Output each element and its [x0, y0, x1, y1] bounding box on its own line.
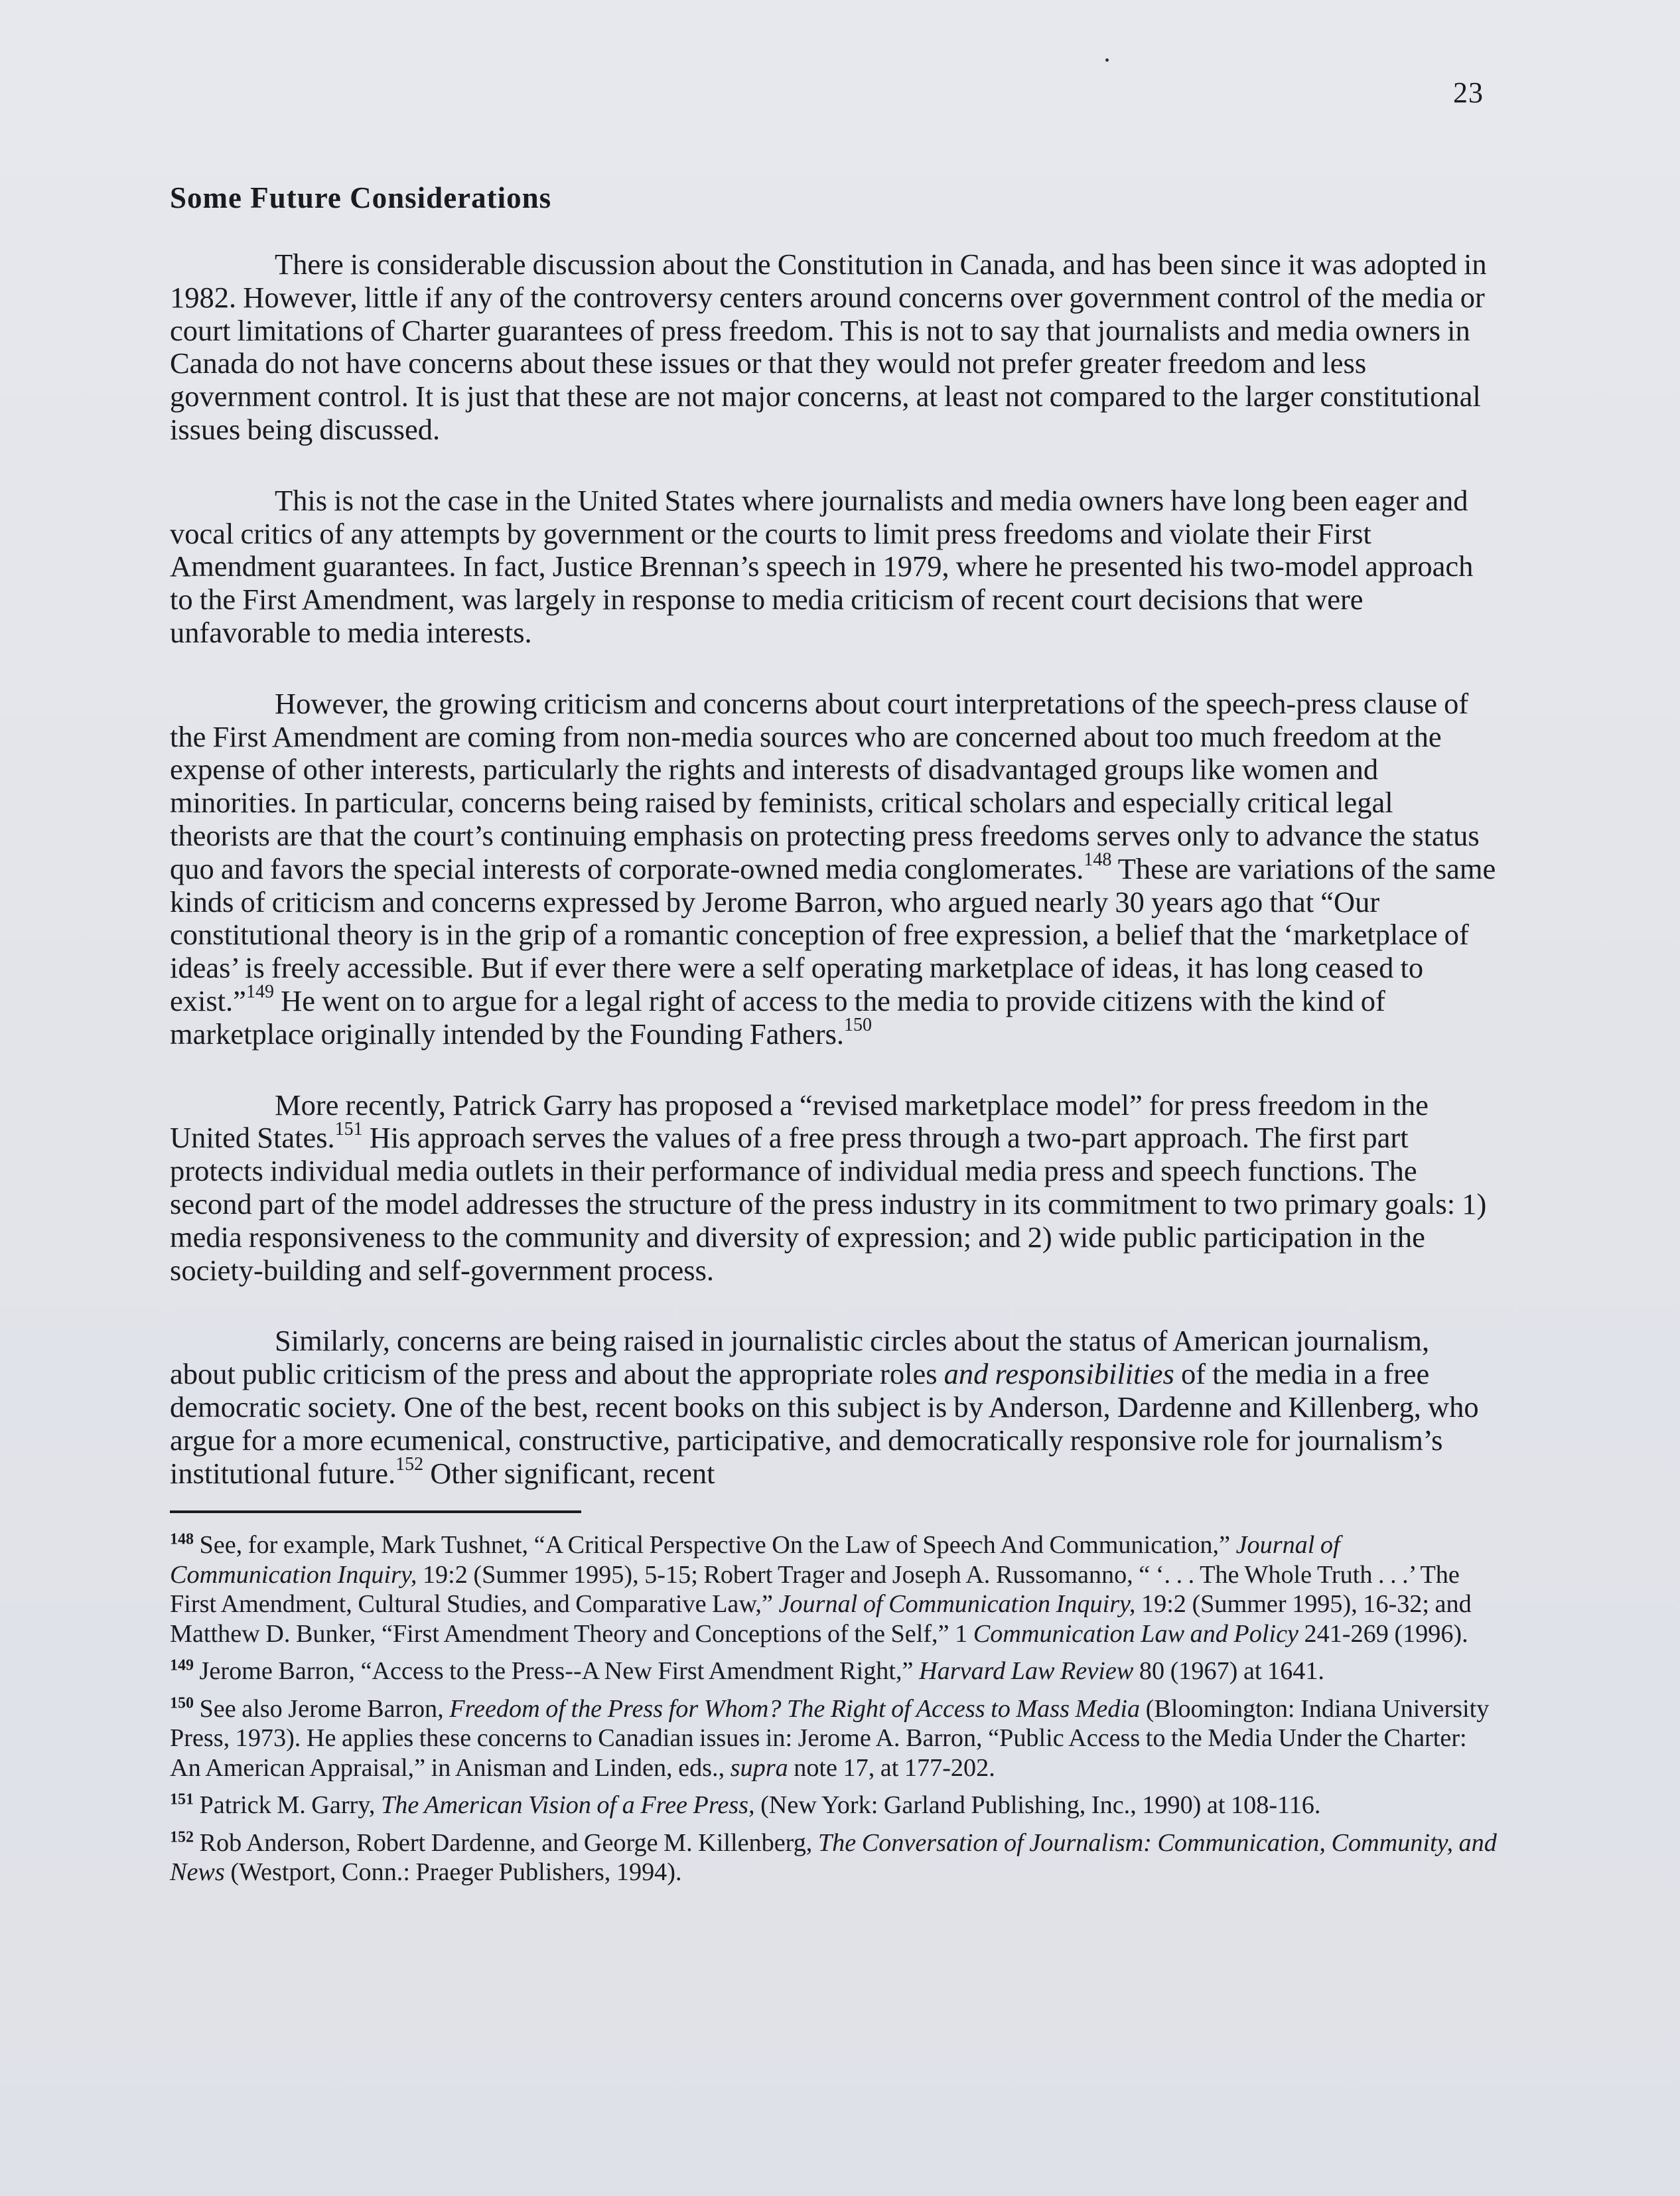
- footnote-title: Journal of Communication Inquiry,: [778, 1590, 1136, 1619]
- footnote-ref-150[interactable]: 150: [844, 1014, 873, 1035]
- footnote-divider: [170, 1510, 581, 1513]
- footnote-text: See also Jerome Barron,: [194, 1694, 450, 1723]
- paragraph-3-text-a: However, the growing criticism and concerns about court interpretations of the speech-press clause of the First Amendment are coming from non-media sources who are concerned about too much freedom at the expense of other interests, particularly the rights and interests of disadvantaged groups like women and minorities. In particular, concerns being raised by feminists, critical scholars and especially critical legal theorists are that the court’s continuing emphasis on protecting press freedoms serves only to advance the status quo and favors the special interests of corporate-owned media conglomerates.: [170, 686, 1480, 885]
- footnote-151: [170, 1791, 1497, 1820]
- footnote-number: 151: [170, 1791, 194, 1808]
- footnote-152: [170, 1828, 1497, 1887]
- paragraph-5-text-a: Similarly, concerns are being raised in journalistic circles about the status of American journalism, about public criticism of the press and about the appropriate roles: [170, 1324, 1430, 1391]
- footnote-text: (Bloomington: Indiana University Press, 1973). He applies these concerns to Canadian issues in: Jerome A. Barron, “Public Access to the Media Under the Charter: An American Appraisal,” in Anisman and Linden, eds.,: [170, 1694, 1490, 1782]
- footnote-ref-149[interactable]: 149: [245, 982, 274, 1003]
- footnote-ref-151[interactable]: 151: [334, 1118, 363, 1139]
- footnote-title: Journal of Communication Inquiry,: [170, 1531, 1340, 1589]
- footnote-text: See, for example, Mark Tushnet, “A Critical Perspective On the Law of Speech And Communication,”: [194, 1531, 1236, 1560]
- footnote-title: supra: [730, 1753, 788, 1782]
- paragraph-1-text: There is considerable discussion about the Constitution in Canada, and has been since it was adopted in 1982. However, little if any of the controversy centers around concerns over government control of the media or court limitations of Charter guarantees of press freedom. This is not to say that journalists and media owners in Canada do not have concerns about these issues or that they would not prefer greater freedom and less government control. It is just that these are not major concerns, at least not compared to the larger constitutional issues being discussed.: [170, 248, 1487, 446]
- paragraph-4-text-b: His approach serves the values of a free press through a two-part approach. The first part protects individual media outlets in their performance of individual media press and speech functions. The second part of the model addresses the structure of the press industry in its commitment to two primary goals: 1) media responsiveness to the community and diversity of expression; and 2) wide public participation in the society-building and self-government process.: [170, 1121, 1487, 1287]
- footnote-text: 241-269 (1996).: [1298, 1619, 1468, 1648]
- footnote-text: note 17, at 177-202.: [788, 1753, 995, 1782]
- paragraph-5-text-b: of the media in a free democratic society. One of the best, recent books on this subject is by Anderson, Dardenne and Killenberg, who argue for a more ecumenical, constructive, participative, and democratically responsive role for journalism’s institutional future.: [170, 1357, 1479, 1490]
- paragraph-1: [170, 248, 1497, 447]
- paragraph-4: [170, 1089, 1497, 1287]
- footnote-text: 19:2 (Summer 1995), 5-15; Robert Trager and Joseph A. Russomanno, “ ‘. . . The Whole Truth . . .’ The First Amendment, Cultural Studies, and Comparative Law,”: [170, 1560, 1460, 1619]
- paragraph-4-text-a: More recently, Patrick Garry has proposed a “revised marketplace model” for press freedom in the United States.: [170, 1088, 1429, 1155]
- footnotes: [170, 1530, 1497, 1887]
- footnote-title: Freedom of the Press for Whom? The Right of Access to Mass Media: [449, 1694, 1141, 1723]
- scan-speck: [1105, 58, 1109, 62]
- paragraph-2-text: This is not the case in the United States where journalists and media owners have long been eager and vocal critics of any attempts by government or the courts to limit press freedoms and violate their First Amendment guarantees. In fact, Justice Brennan’s speech in 1979, where he presented his two-model approach to the First Amendment, was largely in response to media criticism of recent court decisions that were unfavorable to media interests.: [170, 483, 1474, 649]
- footnote-number: 150: [170, 1694, 194, 1712]
- footnote-149: [170, 1656, 1497, 1686]
- footnote-ref-148[interactable]: 148: [1084, 849, 1112, 870]
- paragraph-3-text-c: He went on to argue for a legal right of access to the media to provide citizens with the kind of marketplace originally intended by the Founding Fathers.: [170, 984, 1385, 1051]
- paragraph-5: [170, 1325, 1497, 1490]
- footnote-ref-152[interactable]: 152: [395, 1453, 424, 1475]
- footnote-text: 19:2 (Summer 1995), 16-32; and Matthew D. Bunker, “First Amendment Theory and Conceptions of the Self,” 1: [170, 1590, 1472, 1648]
- footnote-title: The American Vision of a Free Press,: [380, 1791, 755, 1820]
- page-body: [170, 178, 1497, 1895]
- paragraph-5-emphasis: and responsibilities: [944, 1357, 1174, 1391]
- paragraph-3-text-b: These are variations of the same kinds of criticism and concerns expressed by Jerome Barron, who argued nearly 30 years ago that “Our constitutional theory is in the grip of a romantic conception of free expression, a belief that the ‘marketplace of ideas’ is freely accessible. But if ever there were a self operating marketplace of ideas, it has long ceased to exist.”: [170, 851, 1496, 1017]
- paragraph-5-text-c: Other significant, recent: [423, 1456, 715, 1490]
- footnote-text: (Westport, Conn.: Praeger Publishers, 1994).: [224, 1858, 682, 1887]
- footnote-150: [170, 1694, 1497, 1783]
- footnote-text: Patrick M. Garry,: [194, 1791, 381, 1820]
- page-number: 23: [1453, 76, 1484, 109]
- paragraph-3: [170, 688, 1497, 1051]
- footnote-title: The Conversation of Journalism: Communication, Community, and News: [170, 1828, 1497, 1887]
- footnote-148: [170, 1530, 1497, 1648]
- footnote-text: (New York: Garland Publishing, Inc., 1990) at 108-116.: [754, 1791, 1321, 1820]
- paragraph-2: [170, 484, 1497, 650]
- footnote-number: 148: [170, 1530, 194, 1548]
- footnote-number: 149: [170, 1656, 194, 1674]
- footnote-number: 152: [170, 1828, 194, 1846]
- footnote-title: Communication Law and Policy: [973, 1619, 1298, 1648]
- footnote-title: Harvard Law Review: [919, 1657, 1134, 1686]
- footnote-text: Rob Anderson, Robert Dardenne, and George M. Killenberg,: [194, 1828, 818, 1857]
- footnote-text: 80 (1967) at 1641.: [1133, 1657, 1324, 1686]
- section-heading: Some Future Considerations: [170, 181, 552, 214]
- footnote-text: Jerome Barron, “Access to the Press--A New First Amendment Right,”: [194, 1657, 920, 1686]
